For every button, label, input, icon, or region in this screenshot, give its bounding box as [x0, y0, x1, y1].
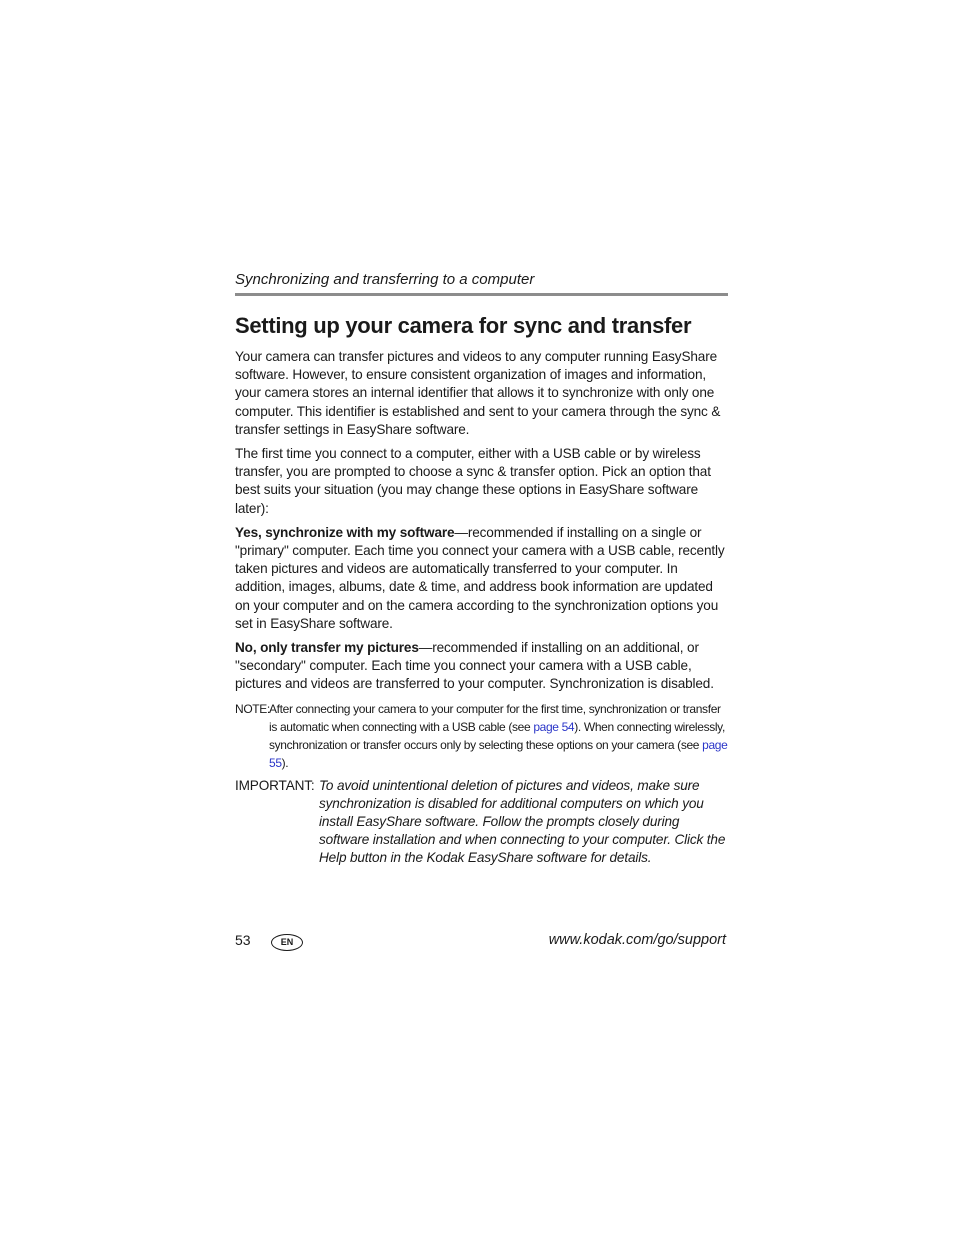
- option-sync-label: Yes, synchronize with my software: [235, 524, 455, 540]
- language-badge-icon: EN: [271, 934, 303, 951]
- note-text: [269, 700, 728, 772]
- page-54-link[interactable]: page 54: [533, 719, 575, 734]
- option-transfer-text: —recommended if installing on an additional, or "secondary" computer. Each time you connect your camera with a USB cable, pictures and videos are transferred to your computer. Synchronization is disabled.: [235, 640, 714, 692]
- support-url: www.kodak.com/go/support: [548, 932, 726, 948]
- section-title: Setting up your camera for sync and transfer: [235, 313, 692, 338]
- page-number: 53: [235, 932, 251, 948]
- note-text-c: ).: [281, 755, 289, 770]
- running-head: Synchronizing and transferring to a computer: [235, 270, 728, 296]
- option-transfer-label: No, only transfer my pictures: [235, 640, 419, 656]
- option-sync-text: —recommended if installing on a single or "primary" computer. Each time you connect your camera with a USB cable, recently taken pictures and videos are automatically transferred to your computer. In addition, images, albums, date & time, and address book information are updated on your computer and on the camera according to the synchronization options you set in EasyShare software.: [235, 524, 725, 631]
- important-block: [235, 777, 728, 868]
- option-sync-paragraph: [235, 524, 728, 633]
- page-content: [235, 270, 728, 868]
- page-55-link[interactable]: page 55: [269, 737, 728, 770]
- note-text-b: ). When connecting wirelessly, synchronization or transfer occurs only by selecting these options on your camera (see: [269, 719, 725, 752]
- important-label: IMPORTANT:: [235, 777, 315, 793]
- option-transfer-paragraph: [235, 639, 728, 694]
- important-text: To avoid unintentional deletion of pictures and videos, make sure synchronization is disabled for additional computers on which you install EasyShare software. Follow the prompts closely during software installation and when connecting to your computer. Click the Help button in the Kodak EasyShare software for details.: [319, 777, 726, 866]
- first-connection-paragraph: The first time you connect to a computer, either with a USB cable or by wireless transfer, you are prompted to choose a sync & transfer option. Pick an option that best suits your situation (you may change these options in EasyShare software later):: [235, 446, 711, 516]
- page-footer: [235, 930, 726, 954]
- intro-paragraph: Your camera can transfer pictures and videos to any computer running EasyShare software. However, to ensure consistent organization of images and information, your camera stores an internal identifier that allows it to synchronize with only one computer. This identifier is established and sent to your camera through the sync & transfer settings in EasyShare software.: [235, 349, 721, 437]
- note-text-a: After connecting your camera to your computer for the first time, synchronization or transfer is automatic when connecting with a USB cable (see: [269, 701, 721, 734]
- note-block: [235, 700, 728, 772]
- note-label: NOTE:: [235, 701, 270, 716]
